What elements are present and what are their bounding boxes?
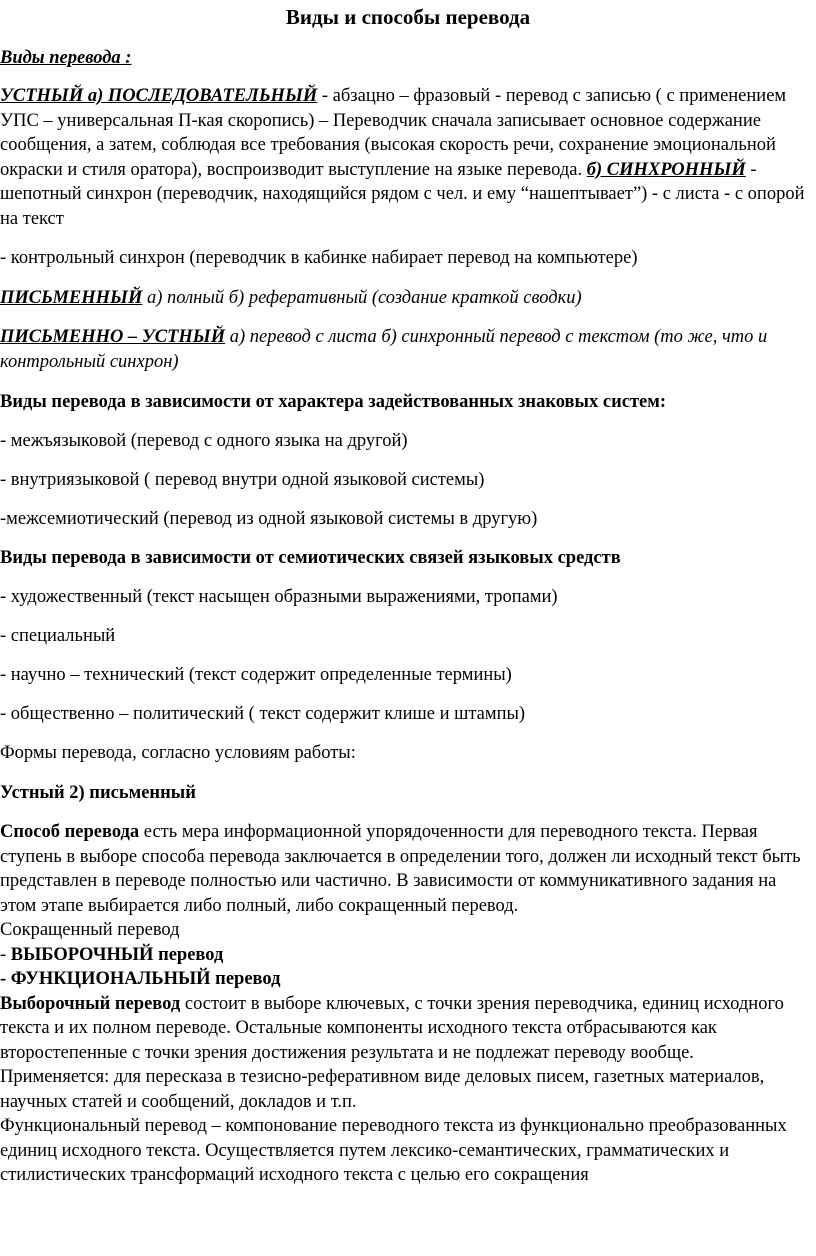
func-line — [0, 967, 814, 992]
method-term: Способ перевода — [0, 822, 140, 842]
sel-label: ВЫБОРОЧНЫЙ перевод — [10, 944, 224, 965]
sel-paragraph — [0, 992, 814, 1066]
written-text: а) полный б) реферативный (создание краткой сводки) — [142, 288, 582, 308]
method-text: есть мера информационной упорядоченности для переводного текста. Первая ступень в выборе способа перевода заключается в определении того, должен ли исходный текст быть представлен в переводе полностью или частично. В зависимости от коммуникативного задания на этом этапе выбирается либо полный, либо сокращенный перевод. — [0, 822, 801, 916]
list-item: - общественно – политический ( текст содержит клише и штампы) — [0, 704, 526, 724]
func-label: ФУНКЦИОНАЛЬНЫЙ перевод — [10, 969, 281, 989]
oral-label: УСТНЫЙ а) ПОСЛЕДОВАТЕЛЬНЫЙ — [0, 86, 318, 106]
method-block — [0, 820, 814, 1188]
paragraph-control-sync: - контрольный синхрон (переводчик в кабинке набирает перевод на компьютере) — [0, 248, 638, 268]
sync-text: - шепотный синхрон (переводчик, находящийся рядом с чел. и ему “нашептывает”) - с листа - с опорой на текст — [0, 159, 805, 229]
func-paragraph: Функциональный перевод – компонование переводного текста из функционально преобразованных единиц исходного текста. Осуществляется путем лексико-семантических, грамматических и стилистических трансформаций исходного текста с целью его сокращения — [0, 1116, 787, 1185]
section-heading-sign-systems: Виды перевода в зависимости от характера задействованных знаковых систем: — [0, 392, 666, 412]
abbr-line: Сокращенный перевод — [0, 920, 180, 940]
sel-term: Выборочный перевод — [0, 993, 181, 1014]
page-title: Виды и способы перевода — [285, 5, 531, 29]
list-item: - научно – технический (текст содержит определенные термины) — [0, 665, 512, 685]
forms-text: Формы перевода, согласно условиям работы: — [0, 743, 356, 763]
written-oral-text: а) перевод с листа б) синхронный перевод с текстом (то же, что и контрольный синхрон) — [0, 327, 768, 372]
list-item: - внутриязыковой ( перевод внутри одной языковой системы) — [0, 470, 485, 490]
section-heading-types: Виды перевода : — [0, 48, 132, 68]
written-oral-label: ПИСЬМЕННО – УСТНЫЙ — [0, 327, 226, 347]
sel-prefix: - — [0, 944, 11, 965]
paragraph-written-oral — [0, 325, 814, 374]
sel-line — [0, 943, 814, 968]
sel-text: состоит в выборе ключевых, с точки зрения переводчика, единиц исходного текста и их полном переводе. Остальные компоненты исходного текста отбрасываются как второстепенные с точки зрения достижения результата и не подлежат переводу вообще. — [0, 993, 784, 1063]
forms-bold: Устный 2) письменный — [0, 783, 196, 803]
paragraph-oral — [0, 84, 814, 231]
paragraph-written — [0, 286, 814, 311]
list-item: - межъязыковой (перевод с одного языка на другой) — [0, 431, 408, 451]
list-item: - специальный — [0, 626, 116, 646]
sync-label: б) СИНХРОННЫЙ — [586, 159, 746, 180]
section-heading-semiotic: Виды перевода в зависимости от семиотических связей языковых средств — [0, 548, 621, 568]
func-prefix: - — [0, 969, 11, 989]
written-label: ПИСЬМЕННЫЙ — [0, 288, 143, 308]
method-paragraph — [0, 820, 814, 918]
apply-paragraph: Применяется: для пересказа в тезисно-реферативном виде деловых писем, газетных материалов, научных статей и сообщений, докладов и т.п. — [0, 1067, 765, 1112]
list-item: -межсемиотический (перевод из одной языковой системы в другую) — [0, 509, 538, 529]
oral-text: - абзацно – фразовый - перевод с записью ( с применением УПС – универсальная П-кая скоропись) – Переводчик сначала записывает основное содержание сообщения, а затем, соблюдая все требования (высокая скорость речи, сохранение эмоциональной окраски и стиля оратора), воспроизводит выступление на языке перевода. — [0, 86, 787, 180]
list-item: - художественный (текст насыщен образными выражениями, тропами) — [0, 587, 558, 607]
